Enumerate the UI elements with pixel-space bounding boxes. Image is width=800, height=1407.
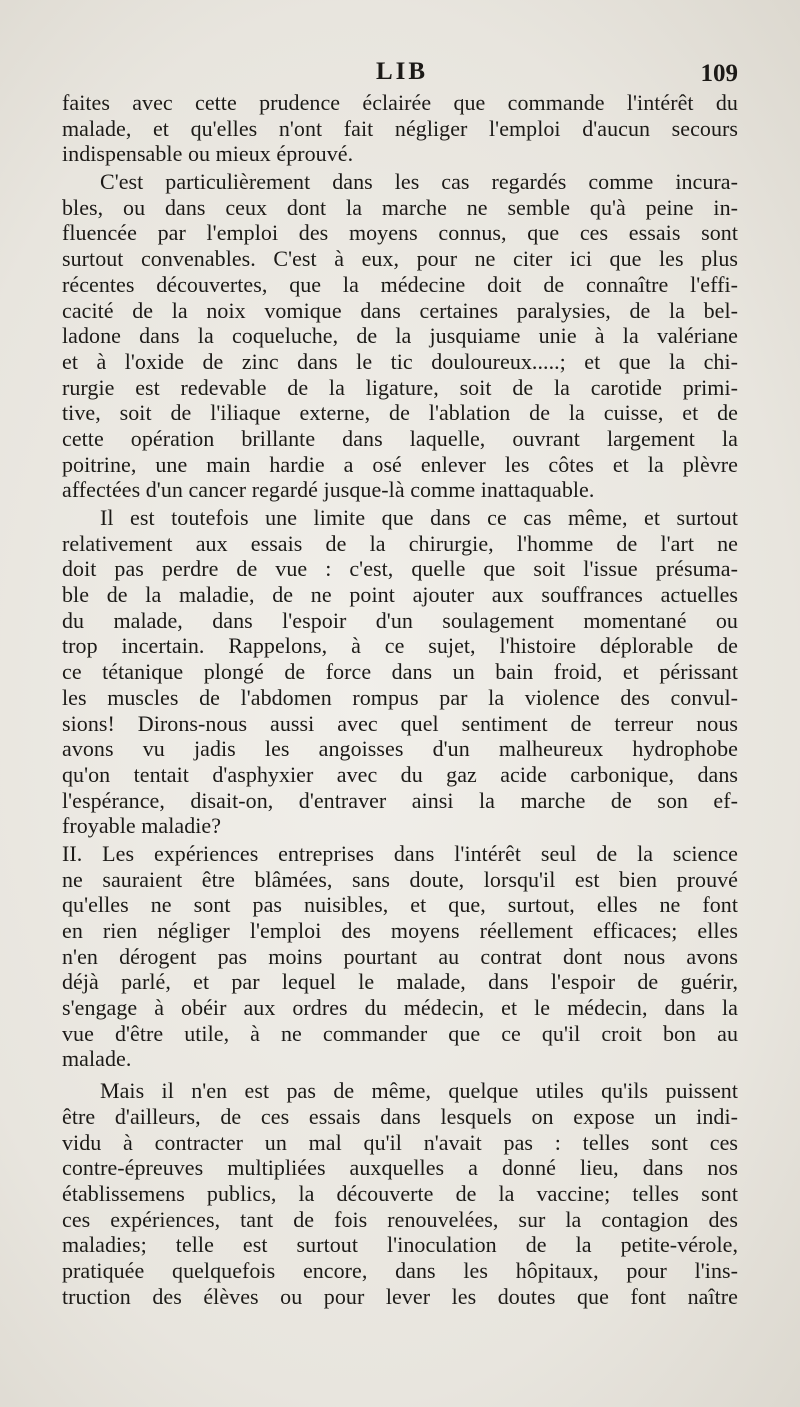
text-line: truction des élèves ou pour lever les doutes que font naître — [62, 1283, 738, 1309]
text-line: malade, et qu'elles n'ont fait négliger l'emploi d'aucun secours — [62, 115, 738, 141]
text-line: bles, ou dans ceux dont la marche ne semble qu'à peine in- — [62, 194, 738, 220]
text-line: avons vu jadis les angoisses d'un malheureux hydrophobe — [62, 736, 738, 762]
text-line: cacité de la noix vomique dans certaines paralysies, de la bel- — [62, 297, 738, 323]
text-line: II. Les expériences entreprises dans l'intérêt seul de la science — [62, 840, 738, 866]
text-line: ces expériences, tant de fois renouvelées, sur la contagion des — [62, 1206, 738, 1232]
text-line: contre-épreuves multipliées auxquelles a donné lieu, dans nos — [62, 1155, 738, 1181]
text-line: ble de la maladie, de ne point ajouter aux souffrances actuelles — [62, 582, 738, 608]
text-line: ladone dans la coqueluche, de la jusquiame unie à la valériane — [62, 323, 738, 349]
text-line: ce tétanique plongé de force dans un bain froid, et périssant — [62, 659, 738, 685]
paragraph — [62, 169, 738, 503]
text-line: pratiquée quelquefois encore, dans les hôpitaux, pour l'ins- — [62, 1257, 738, 1283]
text-line: qu'elles ne sont pas nuisibles, et que, surtout, elles ne font — [62, 892, 738, 918]
text-line: malade. — [62, 1046, 132, 1072]
text-line: vue d'être utile, à ne commander que ce qu'il croit bon au — [62, 1020, 738, 1046]
text-line: doit pas perdre de vue : c'est, quelle que soit l'issue présuma- — [62, 556, 738, 582]
text-line: maladies; telle est surtout l'inoculation de la petite-vérole, — [62, 1232, 738, 1258]
paragraph — [62, 1078, 738, 1309]
page-number: 109 — [700, 60, 738, 87]
text-line: rurgie est redevable de la ligature, soit de la carotide primi- — [62, 374, 738, 400]
text-line: ne sauraient être blâmées, sans doute, lorsqu'il est bien prouvé — [62, 866, 738, 892]
text-line: Mais il n'en est pas de même, quelque utiles qu'ils puissent — [100, 1078, 738, 1104]
text-line: trop incertain. Rappelons, à ce sujet, l'histoire déplorable de — [62, 633, 738, 659]
text-line: être d'ailleurs, de ces essais dans lesquels on expose un indi- — [62, 1103, 738, 1129]
text-line: poitrine, une main hardie a osé enlever les côtes et la plèvre — [62, 451, 738, 477]
text-line: relativement aux essais de la chirurgie, l'homme de l'art ne — [62, 530, 738, 556]
text-line: vidu à contracter un mal qu'il n'avait pas : telles sont ces — [62, 1129, 738, 1155]
text-line: s'engage à obéir aux ordres du médecin, et le médecin, dans la — [62, 995, 738, 1021]
text-line: C'est particulièrement dans les cas regardés comme incura- — [100, 169, 738, 195]
text-line: Il est toutefois une limite que dans ce cas même, et surtout — [100, 505, 738, 530]
text-line: tive, soit de l'iliaque externe, de l'ablation de la cuisse, et de — [62, 400, 738, 426]
text-line: n'en dérogent pas moins pourtant au contrat dont nous avons — [62, 943, 738, 969]
text-line: déjà parlé, et par lequel le malade, dans l'espoir de guérir, — [62, 969, 738, 995]
text-line: faites avec cette prudence éclairée que commande l'intérêt du — [62, 90, 738, 115]
body-text — [62, 90, 738, 1309]
text-line: et à l'oxide de zinc dans le tic douloureux.....; et que la chi- — [62, 348, 738, 374]
text-line: affectées d'un cancer regardé jusque-là comme inattaquable. — [62, 477, 595, 503]
text-line: qu'on tentait d'asphyxier avec du gaz acide carbonique, dans — [62, 761, 738, 787]
text-line: indispensable ou mieux éprouvé. — [62, 141, 354, 167]
paragraph — [62, 841, 738, 1072]
paragraph — [62, 505, 738, 839]
page-header — [64, 58, 740, 92]
paragraph — [62, 90, 738, 167]
text-line: récentes découvertes, que la médecine doit de connaître l'effi- — [62, 271, 738, 297]
text-line: l'espérance, disait-on, d'entraver ainsi la marche de son ef- — [62, 787, 738, 813]
text-line: fluencée par l'emploi des moyens connus, que ces essais sont — [62, 220, 738, 246]
text-line: les muscles de l'abdomen rompus par la violence des convul- — [62, 684, 738, 710]
text-line: surtout convenables. C'est à eux, pour ne citer ici que les plus — [62, 246, 738, 272]
text-line: établissemens publics, la découverte de la vaccine; telles sont — [62, 1180, 738, 1206]
text-line: du malade, dans l'espoir d'un soulagement momentané ou — [62, 607, 738, 633]
running-head: LIB — [375, 58, 429, 85]
text-line: en rien négliger l'emploi des moyens réellement efficaces; elles — [62, 918, 738, 943]
text-line: cette opération brillante dans laquelle, ouvrant largement la — [62, 425, 738, 451]
text-line: sions! Dirons-nous aussi avec quel sentiment de terreur nous — [62, 710, 738, 736]
text-line: froyable maladie? — [62, 813, 222, 839]
